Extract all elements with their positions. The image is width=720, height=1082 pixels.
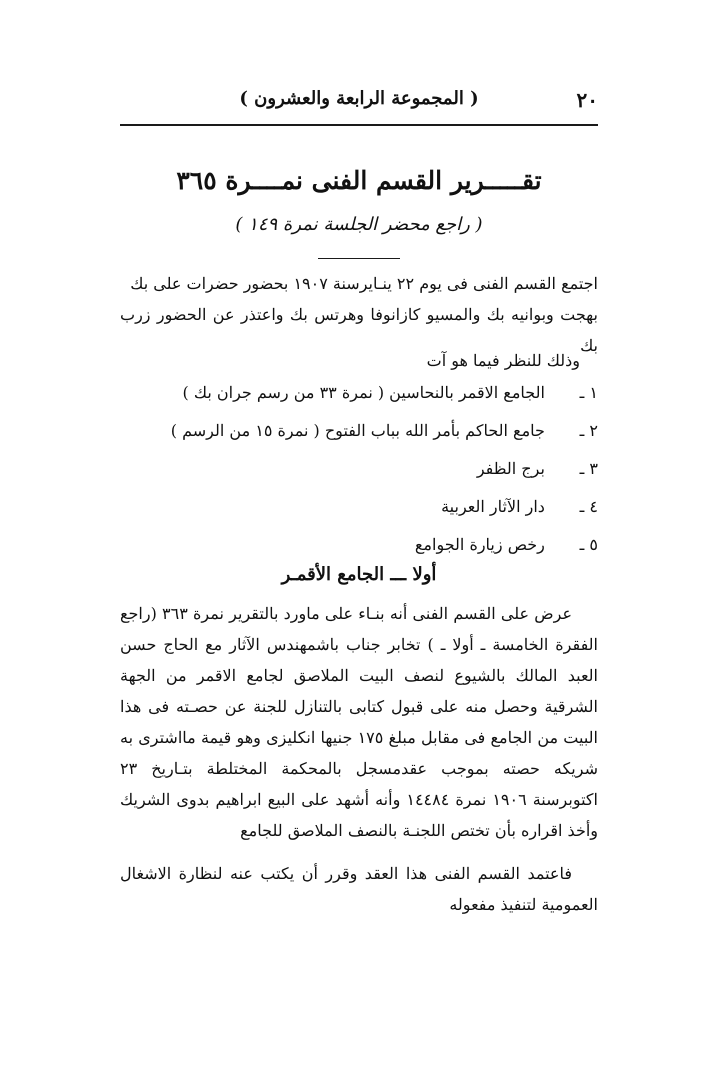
- list-item: [150, 488, 598, 526]
- item-number: ٢ ـ: [579, 421, 598, 440]
- running-title: ( المجموعة الرابعة والعشرون ): [239, 88, 479, 109]
- item-text: جامع الحاكم بأمر الله بباب الفتوح ( نمرة ١٥ من الرسم ): [170, 421, 545, 440]
- item-text: دار الآثار العربية: [441, 497, 545, 516]
- item-number: ٥ ـ: [579, 535, 598, 554]
- item-number: ١ ـ: [579, 383, 598, 402]
- report-title: تقـــــرير القسم الفنى نمــــرة ٣٦٥: [176, 166, 542, 195]
- item-number: ٣ ـ: [579, 459, 598, 478]
- page-number: ٢٠: [576, 88, 598, 112]
- agenda-list: [150, 374, 598, 564]
- list-item: [150, 450, 598, 488]
- body-paragraph: عرض على القسم الفنى أنه بنـاء على ماورد بالتقرير نمرة ٣٦٣ (راجع الفقرة الخامسة ـ أولا ـ ) تخابر جناب باشمهندس الآثار مع الحاج حسن العبد المالك بالشيوع لنصف البيت الملاصق لجامع الاقمر من الجهة الشرقية وحصل منه على قبول كتابى بالتنازل للجنة عن حصـته فى هذا البيت من الجامع فى مقابل مبلغ ١٧٥ جنيها انكليزى وهو قيمة مااشترى به شريكه حصته بموجب عقدمسجل بالمحكمة المختلطة بتـاريخ ٢٣ اكتوبرسنة ١٩٠٦ نمرة ١٤٤٨٤ وأنه أشهد على البيع ابراهيم بدوى الشريك وأخذ اقراره بأن تختص اللجنـة بالنصف الملاصق للجامع: [120, 604, 598, 840]
- item-text: برج الظفر: [476, 459, 545, 478]
- intro-line: بهجت وبوانيه بك والمسيو كازانوفا وهرتس بك واعتذر عن الحضور زرب بك: [120, 305, 598, 355]
- page-header: [120, 86, 598, 126]
- list-item: [150, 412, 598, 450]
- list-item: [150, 374, 598, 412]
- item-number: ٤ ـ: [579, 497, 598, 516]
- report-subtitle: ( راجع محضر الجلسة نمرة ١٤٩ ): [235, 214, 483, 235]
- item-text: الجامع الاقمر بالنحاسين ( نمرة ٣٣ من رسم جران بك ): [182, 383, 545, 402]
- item-text: رخص زيارة الجوامع: [414, 535, 545, 554]
- list-item: [150, 526, 598, 564]
- section-heading: أولا ـــ الجامع الأقمـر: [281, 564, 437, 585]
- intro-line: اجتمع القسم الفنى فى يوم ٢٢ ينـايرسنة ١٩٠٧ بحضور حضرات على بك: [130, 274, 598, 293]
- body-paragraph: فاعتمد القسم الفنى هذا العقد وقرر أن يكتب عنه لنظارة الاشغال العمومية لتنفيذ مفعوله: [120, 864, 598, 914]
- intro-line: وذلك للنظر فيما هو آت: [426, 351, 580, 370]
- title-divider: [318, 258, 400, 259]
